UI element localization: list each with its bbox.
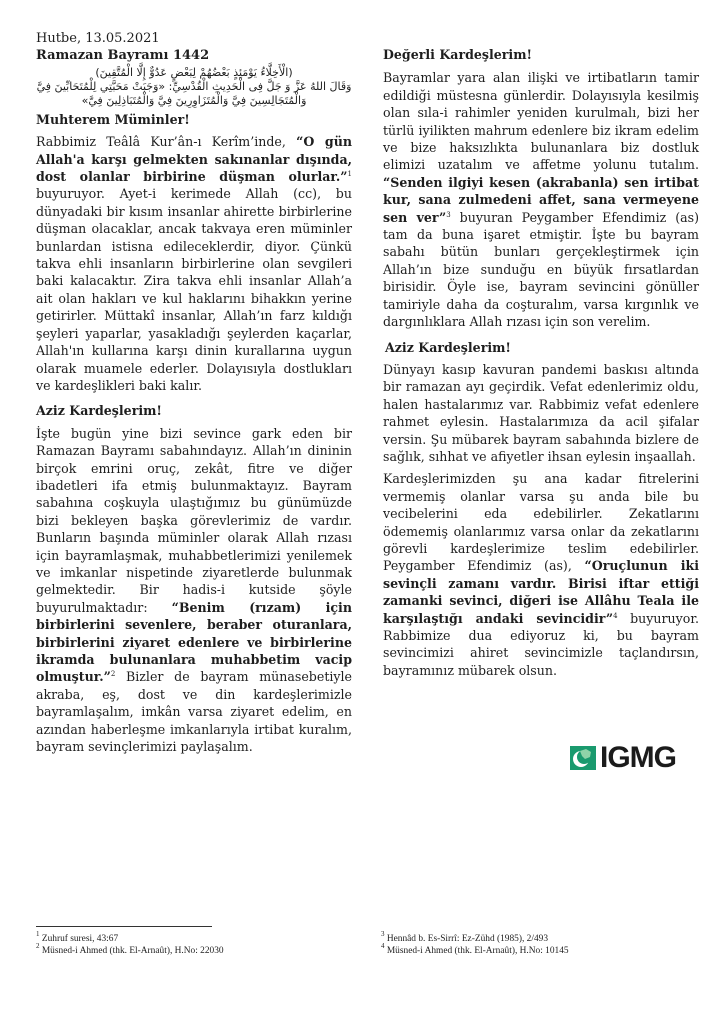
section-heading: Muhterem Müminler! xyxy=(36,111,190,127)
paragraph xyxy=(36,133,352,394)
footnote-item xyxy=(381,942,569,957)
footnote-ref: 1 xyxy=(347,170,352,179)
arabic-verse: (الْأَخِلَّاءُ يَوْمَئِذٍ بَعْضُهُمْ لِبَعْضٍ عَدُوٌّ إِلَّا الْمُتَّقِينَ) xyxy=(95,65,293,79)
footnote-number: 3 xyxy=(381,930,385,938)
hadith-quote: “Oruçlunun iki sevinçli zamanı vardır. Birisi iftar ettiği zamanki sevinci, diğeri ise Allâhu Teala ile karşılaştığı andaki sevincidir” xyxy=(383,558,699,626)
sermon-date: Hutbe, 13.05.2021 xyxy=(36,31,160,46)
arabic-hadith-line-1: وَقَالَ اللهُ عَزَّ وَ جَلَّ فِى الْحَدِيثِ الْقُدْسِيِّ: «وَجَبَتْ مَحَبَّتِي لِلْمُتَحَابِّينَ فِيَّ xyxy=(36,79,352,93)
footnote-item xyxy=(36,942,224,957)
paragraph-text: İşte bugün yine bizi sevince gark eden bir Ramazan Bayramı sabahındayız. Allah’ın dininin birçok emrini oruç, zekât, fitre ve diğer ibadetleri ifa etmiş bulunmaktayız. Bayram sabahına coşkuyla ulaştığımız bu günümüzde bizi bekleyen başka görevlerimiz de vardır. Bunların başında müminler olarak Allah rızası için bayramlaşmak, muhabbetlerimizi yenilemek ve imkanlar nispetinde ziyaretlerde bulunmak gelmektedir. Bir hadis-i kutside şöyle buyurulmaktadır: xyxy=(36,425,352,615)
paragraph-text: Bayramlar yara alan ilişki ve irtibatların tamir edildiği müstesna günlerdir. Dolayısıyla kesilmiş olan sıla-i rahimler yeniden kurulmalı, bizi her türlü iyilikten mahrum edenlere biz ikram edelim ve bize haksızlıkta bulunanlara biz dostluk elimizi uzatalım ve affetme yolunu tutalım. xyxy=(383,70,699,173)
footnote-number: 2 xyxy=(36,942,40,950)
footnote-text: Hennâd b. Es-Sirrî: Ez-Zühd (1985), 2/493 xyxy=(384,934,549,944)
left-column xyxy=(36,0,352,755)
hadith-quote: “Senden ilgiyi kesen (akrabanla) sen irtibat kur, sana zulmedeni affet, sana vermeyene sen ver” xyxy=(383,174,699,225)
footnote-item xyxy=(381,930,569,945)
igmg-logo xyxy=(570,741,702,774)
paragraph-text: buyuruyor. Rabbimize dua ediyoruz ki, bu bayram sevincimizi ahiret sevincimizle taçlandırsın, bayramınız mübarek olsun. xyxy=(383,610,699,678)
footnote-text: Müsned-i Ahmed (thk. El-Arnaût), H.No: 10145 xyxy=(384,946,569,956)
paragraph-text: Kardeşlerimizden şu ana kadar fitrelerini vermemiş olanlar varsa şu anda bile bu vecibelerini eda edebilirler. Zekatlarını ödememiş olanlarımız varsa onlar da zekatlarını görevli kardeşlerimize teslim edebilirler. Peygamber Efendimiz (as), xyxy=(383,471,699,574)
footnotes-left xyxy=(36,930,224,957)
arabic-hadith-line-2: وَالْمُتَجَالِسِينَ فِيَّ وَالْمُتَزَاوِرِينَ فِيَّ وَالْمُتَبَاذِلِينَ فِيَّ» xyxy=(81,93,307,107)
footnote-item xyxy=(36,930,224,945)
paragraph xyxy=(36,425,352,756)
footnote-number: 1 xyxy=(36,930,40,938)
right-column xyxy=(383,0,699,679)
igmg-crescent-map-icon xyxy=(570,746,596,770)
paragraph-text: Rabbimiz Teâlâ Kur’ân-ı Kerîm’inde, xyxy=(36,134,297,150)
paragraph-text: buyuran Peygamber Efendimiz (as) tam da buna işaret etmiştir. İşte bu bayram sabahı bütün bunları gerçekleştirmek için Allah’ın bize sunduğu en büyük fırsatlardan birisidir. Öyle ise, bayram sevincini gönüller tamiriyle daha da coşturalım, varsa kırgınlık ve dargınlıklara Allah rızası için son verelim. xyxy=(383,209,699,330)
footnote-ref: 2 xyxy=(110,670,116,679)
footnote-text: Zuhruf suresi, 43:67 xyxy=(39,934,119,944)
section-heading: Değerli Kardeşlerim! xyxy=(383,47,533,62)
footnote-ref: 4 xyxy=(613,611,618,620)
igmg-wordmark: IGMG xyxy=(600,741,676,774)
footnote-text: Müsned-i Ahmed (thk. El-Arnaût), H.No: 22030 xyxy=(39,946,224,956)
paragraph: Dünyayı kasıp kavuran pandemi baskısı altında bir ramazan ayı geçirdik. Vefat edenlerimiz oldu, halen hastalarımız var. Rabbimiz vefat edenlere rahmet eylesin. Hastalarımıza da acil şifalar versin. Şu mübarek bayram sabahında bizlere de sağlık, sıhhat ve afiyetler ihsan eylesin inşaallah. xyxy=(383,361,699,464)
footnote-ref: 3 xyxy=(446,210,451,219)
footnotes-right xyxy=(381,930,569,957)
section-heading: Aziz Kardeşlerim! xyxy=(385,339,511,355)
paragraph-text: buyuruyor. Ayet-i kerimede Allah (cc), bu dünyadaki bir kısım insanlar ahirette birbirlerine düşman olacaklar, ancak takvaya eren müminler bunlardan istisna edileceklerdir, diyor. Çünkü takva ehli insanların birbirlerine olan sevgileri baki kalacaktır. Zira takva ehli insanlar Allah’a ait olan hakları ve kul haklarını bihakkın yerine getirirler. Müttakî insanlar, Allah’ın farz kıldığı şeyleri yaparlar, yasakladığı şeylerden kaçarlar, Allah'ın kullarına karşı dinin kurallarına uygun olarak muamele ederler. Dolayısıyla dostlukları ve kardeşlikleri baki kalır. xyxy=(36,186,352,393)
hadith-quote: “Benim (rızam) için birbirlerini sevenlere, beraber oturanlara, birbirlerini ziyaret edenlere ve birbirlerine ikramda bulunanlara muhabbetim vacip olmuştur.” xyxy=(36,599,352,685)
quran-quote: “O gün Allah'a karşı gelmekten sakınanlar dışında, dost olanlar birbirine düşman olurlar.” xyxy=(36,134,353,185)
section-heading: Aziz Kardeşlerim! xyxy=(36,403,162,419)
paragraph-text: Bizler de bayram münasebetiyle akraba, eş, dost ve din kardeşlerimizle bayramlaşalım, imkân varsa ziyaret edelim, en azından haberleşme imkanlarıyla irtibat kuralım, bayram sevinçlerimizi paylaşalım. xyxy=(36,669,352,755)
paragraph xyxy=(383,470,699,679)
paragraph xyxy=(383,69,699,330)
sermon-title: Ramazan Bayramı 1442 xyxy=(36,48,210,64)
footnote-number: 4 xyxy=(381,942,385,950)
footnote-divider xyxy=(36,926,212,927)
